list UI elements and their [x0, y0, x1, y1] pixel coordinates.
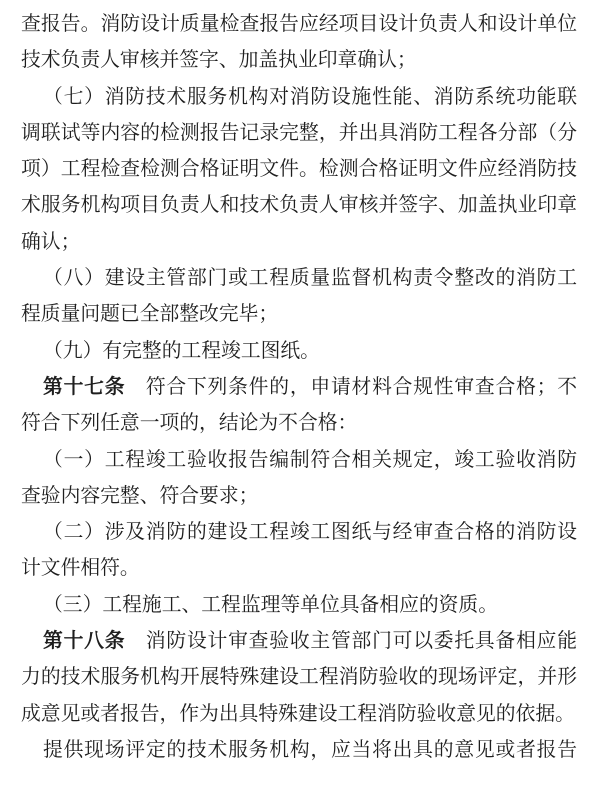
- paragraph-2: [21, 79, 577, 260]
- paragraph-4: [21, 333, 577, 369]
- text-run: （一）工程竣工验收报告编制符合相关规定，竣工验收消防查验内容完整、符合要求；: [21, 448, 577, 507]
- article-number: 第十七条: [43, 375, 126, 398]
- text-run: （二）涉及消防的建设工程竣工图纸与经审查合格的消防设计文件相符。: [21, 521, 577, 580]
- paragraph-5: [21, 369, 577, 442]
- paragraph-1: [21, 6, 577, 79]
- text-run: （九）有完整的工程竣工图纸。: [43, 339, 320, 362]
- article-number: 第十八条: [43, 630, 126, 653]
- text-run: 符合下列条件的，申请材料合规性审查合格；不符合下列任意一项的，结论为不合格：: [21, 375, 577, 435]
- paragraph-3: [21, 260, 577, 333]
- text-run: （三）工程施工、工程监理等单位具备相应的资质。: [43, 593, 498, 616]
- paragraph-9: [21, 623, 577, 732]
- text-run: （七）消防技术服务机构对消防设施性能、消防系统功能联调联试等内容的检测报告记录完整，并出具消防工程各分部（分项）工程检查检测合格证明文件。检测合格证明文件应经消防技术服务机构项目负责人和技术负责人审核并签字、加盖执业印章确认；: [21, 85, 577, 253]
- text-run: （八）建设主管部门或工程质量监督机构责令整改的消防工程质量问题已全部整改完毕；: [21, 267, 577, 326]
- text-run: 提供现场评定的技术服务机构，应当将出具的意见或者报告: [43, 738, 577, 761]
- text-run: 消防设计审查验收主管部门可以委托具备相应能力的技术服务机构开展特殊建设工程消防验收的现场评定，并形成意见或者报告，作为出具特殊建设工程消防验收意见的依据。: [21, 630, 577, 725]
- paragraph-8: [21, 587, 577, 623]
- paragraph-7: [21, 514, 577, 587]
- document-body: [21, 6, 577, 768]
- text-run: 查报告。消防设计质量检查报告应经项目设计负责人和设计单位技术负责人审核并签字、加盖执业印章确认；: [21, 13, 577, 72]
- paragraph-6: [21, 442, 577, 515]
- paragraph-10: [21, 732, 577, 768]
